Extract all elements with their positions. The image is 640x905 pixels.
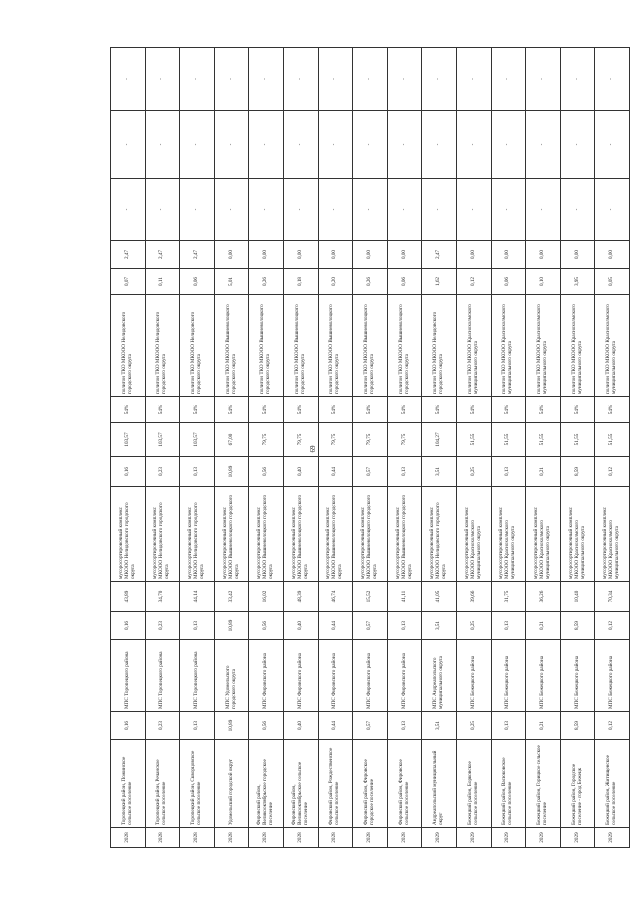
table-cell-v5: 104,27 (422, 423, 457, 457)
table-cell-v5: 51,55 (456, 423, 491, 457)
table-cell-v10: - (526, 48, 561, 111)
table-cell-settlement: Бежецкий район, Житищенское сельское поселение (595, 740, 630, 828)
table-cell-complex: мусоросортировочный комплекс МКООО Краснохолмского муниципального округа (560, 487, 595, 582)
table-cell-v2: 8,59 (560, 612, 595, 640)
table-cell-v4: 0,25 (456, 457, 491, 487)
table-cell-pct: 54% (283, 397, 318, 423)
table-cell-v9: - (560, 111, 595, 179)
table-cell-org: МПС Бежецкого района (526, 640, 561, 712)
table-cell-v3: 44,14 (180, 582, 215, 612)
table-cell-v1: 0,13 (180, 712, 215, 740)
table-cell-complex: мусоросортировочный комплекс МКООО Вышневолоцкого городского округа (387, 487, 422, 582)
table-cell-v7: 0,00 (526, 241, 561, 269)
table-cell-v5: 79,75 (353, 423, 388, 457)
table-cell-v4: 8,59 (560, 457, 595, 487)
table-cell-org: МПС Фировского района (353, 640, 388, 712)
table-cell-v7: 0,00 (318, 241, 353, 269)
table-cell-org: МПС Бежецкого района (560, 640, 595, 712)
table-cell-landfill: полигон ТКО МКООО Нелидовского городского округа (145, 295, 180, 397)
table-cell-pct: 54% (249, 397, 284, 423)
table-cell-settlement: Торопецкий район, Речанское сельское поселение (145, 740, 180, 828)
table-cell-v6: 0,18 (283, 269, 318, 295)
table-cell-settlement: Фировский район, Великооктябрьское сельское поселение (283, 740, 318, 828)
table-row (353, 48, 388, 848)
table-cell-v4: 0,44 (318, 457, 353, 487)
table-cell-v2: 0,44 (318, 612, 353, 640)
table-cell-v5: 51,55 (526, 423, 561, 457)
table-cell-v3: 10,40 (560, 582, 595, 612)
table-cell-v4: 0,23 (145, 457, 180, 487)
table-cell-v9: - (180, 111, 215, 179)
table-cell-v2: 0,57 (353, 612, 388, 640)
table-cell-v7: 0,00 (249, 241, 284, 269)
table-cell-settlement: Фировский район, Фировское городское поселение (353, 740, 388, 828)
table-cell-v5: 103,57 (145, 423, 180, 457)
table-cell-v2: 0,13 (491, 612, 526, 640)
table-row (214, 48, 249, 848)
table-cell-v4: 0,13 (491, 457, 526, 487)
table-cell-v2: 0,21 (526, 612, 561, 640)
table-cell-v1: 0,57 (353, 712, 388, 740)
table-cell-pct: 54% (145, 397, 180, 423)
table-cell-v5: 51,55 (491, 423, 526, 457)
table-cell-complex: мусоросортировочный комплекс МКООО Вышневолоцкого городского округа (249, 487, 284, 582)
table-cell-landfill: полигон ТКО МКООО Вышневолоцкого городского округа (249, 295, 284, 397)
table-cell-v2: 0,25 (456, 612, 491, 640)
table-cell-pct: 54% (491, 397, 526, 423)
data-table (110, 47, 630, 848)
table-cell-v6: 0,06 (180, 269, 215, 295)
page-number: 69 (309, 445, 317, 453)
table-cell-settlement: Бежецкий район, Городское поселение - город Бежецк (560, 740, 595, 828)
table-cell-v8: - (318, 179, 353, 241)
table-cell-v6: 0,07 (111, 269, 146, 295)
table-cell-v4: 10,89 (214, 457, 249, 487)
table-cell-v9: - (456, 111, 491, 179)
table-cell-pct: 54% (526, 397, 561, 423)
table-cell-complex: мусоросортировочный комплекс МКООО Нелидовского городского округа (111, 487, 146, 582)
table-cell-v7: 2,47 (111, 241, 146, 269)
table-cell-v4: 0,13 (180, 457, 215, 487)
table-cell-v3: 33,42 (214, 582, 249, 612)
table-cell-v6: 0,26 (249, 269, 284, 295)
table-cell-v6: 0,06 (387, 269, 422, 295)
table-cell-year: 2029 (526, 828, 561, 848)
table-cell-settlement: Торопецкий район, Скворцовское сельское поселение (180, 740, 215, 828)
table-cell-v4: 0,16 (111, 457, 146, 487)
table-cell-v3: 31,75 (491, 582, 526, 612)
table-cell-landfill: полигон ТКО МКООО Краснохолмского муниципального округа (491, 295, 526, 397)
table-cell-landfill: полигон ТКО МКООО Вышневолоцкого городского округа (214, 295, 249, 397)
table-cell-org: МПС Фировского района (283, 640, 318, 712)
table-cell-v6: 3,95 (560, 269, 595, 295)
table-cell-v7: 0,00 (387, 241, 422, 269)
table-cell-year: 2029 (491, 828, 526, 848)
table-cell-v8: - (560, 179, 595, 241)
table-cell-year: 2028 (111, 828, 146, 848)
table-cell-v9: - (353, 111, 388, 179)
table-cell-v6: 0,12 (456, 269, 491, 295)
table-cell-v3: 15,52 (353, 582, 388, 612)
table-cell-year: 2029 (560, 828, 595, 848)
table-cell-v1: 0,40 (283, 712, 318, 740)
table-cell-settlement: Фировский район, Великооктябрьское городское поселение (249, 740, 284, 828)
table-cell-v3: 46,74 (318, 582, 353, 612)
table-cell-v1: 10,89 (214, 712, 249, 740)
table-cell-v8: - (180, 179, 215, 241)
table-cell-v9: - (249, 111, 284, 179)
table-cell-v2: 0,16 (111, 612, 146, 640)
table-cell-v6: 0,26 (353, 269, 388, 295)
table-cell-v6: 0,20 (318, 269, 353, 295)
table-cell-v3: 48,39 (283, 582, 318, 612)
table-cell-pct: 54% (387, 397, 422, 423)
table-cell-complex: мусоросортировочный комплекс МКООО Вышневолоцкого городского округа (353, 487, 388, 582)
table-cell-v7: 0,00 (491, 241, 526, 269)
table-cell-v1: 0,13 (387, 712, 422, 740)
table-cell-v9: - (491, 111, 526, 179)
table-cell-v1: 0,13 (491, 712, 526, 740)
table-cell-year: 2028 (387, 828, 422, 848)
table-cell-complex: мусоросортировочный комплекс МКООО Нелидовского городского округа (145, 487, 180, 582)
table-cell-v5: 79,75 (387, 423, 422, 457)
table-cell-v7: 0,00 (560, 241, 595, 269)
table-cell-v7: 0,00 (283, 241, 318, 269)
table-cell-v3: 41,05 (422, 582, 457, 612)
table-cell-year: 2028 (214, 828, 249, 848)
table-cell-landfill: полигон ТКО МКООО Вышневолоцкого городского округа (353, 295, 388, 397)
table-cell-year: 2028 (180, 828, 215, 848)
table-cell-year: 2028 (318, 828, 353, 848)
table-cell-v8: - (249, 179, 284, 241)
table-cell-v9: - (145, 111, 180, 179)
table-cell-complex: мусоросортировочный комплекс МКООО Вышневолоцкого городского округа (214, 487, 249, 582)
table-cell-v8: - (595, 179, 630, 241)
table-row (249, 48, 284, 848)
table-cell-v1: 0,25 (456, 712, 491, 740)
table-cell-v3: 36,26 (526, 582, 561, 612)
table-cell-pct: 54% (180, 397, 215, 423)
table-row (283, 48, 318, 848)
table-cell-v8: - (422, 179, 457, 241)
table-row (318, 48, 353, 848)
table-cell-v8: - (491, 179, 526, 241)
table-cell-v2: 0,23 (145, 612, 180, 640)
table-cell-settlement: Андреапольский муниципальный округ (422, 740, 457, 828)
table-cell-pct: 54% (111, 397, 146, 423)
table-cell-v10: - (249, 48, 284, 111)
table-cell-settlement: Удомельский городской округ (214, 740, 249, 828)
table-cell-v4: 0,57 (353, 457, 388, 487)
table-row (491, 48, 526, 848)
table-cell-org: МПС Бежецкого района (491, 640, 526, 712)
table-cell-settlement: Бежецкий район, Горицкое сельское поселение (526, 740, 561, 828)
table-cell-v9: - (422, 111, 457, 179)
table-cell-v7: 0,00 (353, 241, 388, 269)
table-cell-v10: - (560, 48, 595, 111)
table-cell-v2: 0,12 (595, 612, 630, 640)
table-cell-v1: 0,56 (249, 712, 284, 740)
table-cell-v7: 2,47 (145, 241, 180, 269)
table-cell-v9: - (111, 111, 146, 179)
table-cell-landfill: полигон ТКО МКООО Краснохолмского муниципального округа (526, 295, 561, 397)
table-cell-landfill: полигон ТКО МКООО Вышневолоцкого городского округа (283, 295, 318, 397)
table-cell-v3: 39,66 (456, 582, 491, 612)
table-cell-v8: - (387, 179, 422, 241)
table-cell-v3: 34,70 (145, 582, 180, 612)
table-cell-v1: 0,12 (595, 712, 630, 740)
table-cell-v8: - (353, 179, 388, 241)
table-cell-v2: 0,13 (180, 612, 215, 640)
table-cell-complex: мусоросортировочный комплекс МКООО Нелидовского городского округа (180, 487, 215, 582)
table-cell-v8: - (111, 179, 146, 241)
table-cell-pct: 54% (214, 397, 249, 423)
table-cell-v2: 3,51 (422, 612, 457, 640)
table-cell-v6: 0,06 (491, 269, 526, 295)
table-cell-v10: - (180, 48, 215, 111)
table-cell-year: 2029 (422, 828, 457, 848)
table-cell-pct: 54% (560, 397, 595, 423)
table-cell-landfill: полигон ТКО МКООО Вышневолоцкого городского округа (318, 295, 353, 397)
table-cell-v10: - (353, 48, 388, 111)
table-cell-v3: 41,11 (387, 582, 422, 612)
table-row (111, 48, 146, 848)
table-cell-settlement: Фировский район, Фировское сельское поселение (387, 740, 422, 828)
table-cell-v1: 0,16 (111, 712, 146, 740)
table-cell-v10: - (491, 48, 526, 111)
table-cell-org: МПС Бежецкого района (595, 640, 630, 712)
table-cell-year: 2028 (145, 828, 180, 848)
table-cell-v9: - (283, 111, 318, 179)
table-cell-landfill: полигон ТКО МКООО Нелидовского городского округа (111, 295, 146, 397)
table-cell-v6: 0,10 (526, 269, 561, 295)
table-cell-v7: 0,00 (595, 241, 630, 269)
table-cell-v2: 0,13 (387, 612, 422, 640)
table-cell-v10: - (145, 48, 180, 111)
table-cell-v1: 8,59 (560, 712, 595, 740)
table-cell-v9: - (526, 111, 561, 179)
table-row (422, 48, 457, 848)
table-row (387, 48, 422, 848)
table-container (110, 48, 630, 848)
table-cell-org: МПС Торопецкого района (145, 640, 180, 712)
table-cell-settlement: Торопецкий район, Пожинское сельское поселение (111, 740, 146, 828)
table-cell-v8: - (526, 179, 561, 241)
table-cell-v1: 0,44 (318, 712, 353, 740)
table-cell-v10: - (456, 48, 491, 111)
table-cell-year: 2029 (456, 828, 491, 848)
table-cell-v10: - (283, 48, 318, 111)
table-cell-v6: 1,62 (422, 269, 457, 295)
table-cell-pct: 54% (422, 397, 457, 423)
table-cell-v4: 0,56 (249, 457, 284, 487)
table-cell-v6: 0,11 (145, 269, 180, 295)
table-cell-v4: 0,13 (387, 457, 422, 487)
table-cell-pct: 54% (595, 397, 630, 423)
table-cell-v10: - (318, 48, 353, 111)
table-cell-pct: 54% (353, 397, 388, 423)
table-cell-landfill: полигон ТКО МКООО Вышневолоцкого городского округа (387, 295, 422, 397)
table-cell-settlement: Бежецкий район, Васюковское сельское поселение (491, 740, 526, 828)
table-cell-v4: 0,12 (595, 457, 630, 487)
table-cell-landfill: полигон ТКО МКООО Нелидовского городского округа (422, 295, 457, 397)
table-cell-settlement: Фировский район, Рождественское сельское поселение (318, 740, 353, 828)
table-cell-year: 2029 (595, 828, 630, 848)
table-row (595, 48, 630, 848)
table-cell-v7: 0,00 (214, 241, 249, 269)
table-cell-settlement: Бежецкий район, Борковское сельское поселение (456, 740, 491, 828)
table-cell-v10: - (595, 48, 630, 111)
table-cell-org: МПС Бежецкого района (456, 640, 491, 712)
table-cell-v8: - (214, 179, 249, 241)
table-cell-pct: 54% (318, 397, 353, 423)
table-cell-v8: - (283, 179, 318, 241)
table-cell-v2: 0,40 (283, 612, 318, 640)
table-cell-complex: мусоросортировочный комплекс МКООО Вышневолоцкого городского округа (283, 487, 318, 582)
table-cell-v4: 3,51 (422, 457, 457, 487)
table-cell-v9: - (387, 111, 422, 179)
table-cell-pct: 54% (456, 397, 491, 423)
table-cell-org: МПС Удомельского городского округа (214, 640, 249, 712)
table-cell-v6: 5,01 (214, 269, 249, 295)
table-cell-v7: 0,00 (456, 241, 491, 269)
table-cell-year: 2028 (353, 828, 388, 848)
table-cell-v5: 51,55 (595, 423, 630, 457)
table-cell-org: МПС Торопецкого района (180, 640, 215, 712)
table-cell-v1: 0,21 (526, 712, 561, 740)
table-cell-landfill: полигон ТКО МКООО Краснохолмского муниципального округа (595, 295, 630, 397)
table-cell-v3: 70,34 (595, 582, 630, 612)
table-cell-v5: 103,57 (111, 423, 146, 457)
table-cell-complex: мусоросортировочный комплекс МКООО Краснохолмского муниципального округа (526, 487, 561, 582)
table-cell-v4: 0,40 (283, 457, 318, 487)
table-cell-v8: - (145, 179, 180, 241)
table-cell-complex: мусоросортировочный комплекс МКООО Краснохолмского муниципального округа (595, 487, 630, 582)
table-cell-v5: 67,00 (214, 423, 249, 457)
table-row (560, 48, 595, 848)
table-row (456, 48, 491, 848)
table-cell-v8: - (456, 179, 491, 241)
table-cell-year: 2028 (283, 828, 318, 848)
table-cell-v7: 2,47 (180, 241, 215, 269)
table-row (526, 48, 561, 848)
table-cell-v7: 2,47 (422, 241, 457, 269)
table-cell-v10: - (422, 48, 457, 111)
table-cell-complex: мусоросортировочный комплекс МКООО Вышневолоцкого городского округа (318, 487, 353, 582)
table-cell-complex: мусоросортировочный комплекс МКООО Краснохолмского муниципального округа (491, 487, 526, 582)
table-cell-v1: 0,23 (145, 712, 180, 740)
table-cell-v2: 10,89 (214, 612, 249, 640)
table-cell-v10: - (214, 48, 249, 111)
table-cell-v10: - (111, 48, 146, 111)
table-row (180, 48, 215, 848)
table-cell-v2: 0,56 (249, 612, 284, 640)
table-cell-org: МПС Торопецкого района (111, 640, 146, 712)
table-cell-v4: 0,21 (526, 457, 561, 487)
table-cell-v9: - (595, 111, 630, 179)
table-cell-org: МПС Андреапольского муниципального округа (422, 640, 457, 712)
table-cell-year: 2028 (249, 828, 284, 848)
table-cell-landfill: полигон ТКО МКООО Краснохолмского муниципального округа (456, 295, 491, 397)
table-cell-v5: 79,75 (318, 423, 353, 457)
table-cell-org: МПС Фировского района (249, 640, 284, 712)
table-cell-v9: - (318, 111, 353, 179)
table-cell-org: МПС Фировского района (318, 640, 353, 712)
table-row (145, 48, 180, 848)
table-cell-v3: 43,89 (111, 582, 146, 612)
table-cell-v5: 79,75 (283, 423, 318, 457)
table-cell-v10: - (387, 48, 422, 111)
table-cell-v3: 16,02 (249, 582, 284, 612)
table-cell-landfill: полигон ТКО МКООО Краснохолмского муниципального округа (560, 295, 595, 397)
table-cell-v1: 3,51 (422, 712, 457, 740)
table-cell-landfill: полигон ТКО МКООО Нелидовского городского округа (180, 295, 215, 397)
table-cell-v5: 103,57 (180, 423, 215, 457)
table-cell-v5: 79,75 (249, 423, 284, 457)
table-cell-v9: - (214, 111, 249, 179)
table-cell-complex: мусоросортировочный комплекс МКООО Нелидовского городского округа (422, 487, 457, 582)
table-cell-org: МПС Фировского района (387, 640, 422, 712)
table-cell-v5: 51,55 (560, 423, 595, 457)
table-cell-v6: 0,05 (595, 269, 630, 295)
table-cell-complex: мусоросортировочный комплекс МКООО Краснохолмского муниципального округа (456, 487, 491, 582)
